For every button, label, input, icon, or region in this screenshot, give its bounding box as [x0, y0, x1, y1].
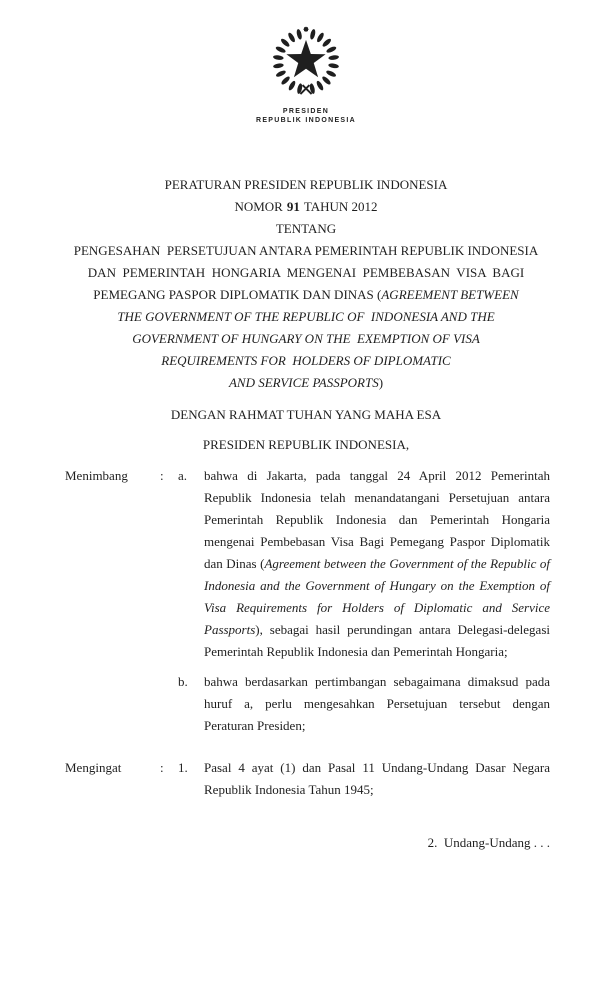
menimbang-label: Menimbang: [65, 468, 128, 483]
title-block: [62, 174, 550, 394]
mengingat-item-1-text: Pasal 4 ayat (1) dan Pasal 11 Undang-Undang Dasar Negara Republik Indonesia Tahun 1945;: [204, 760, 550, 797]
mengingat-item-1: [178, 757, 550, 801]
subject-line-4: THE GOVERNMENT OF THE REPUBLIC OF INDONESIA AND THE: [117, 309, 495, 324]
regulation-number: [62, 196, 550, 218]
page-catchword: 2. Undang-Undang . . .: [427, 835, 550, 850]
letterhead-caption-line2: REPUBLIK INDONESIA: [255, 117, 357, 124]
menimbang-item-a-text: bahwa di Jakarta, pada tanggal 24 April 2012 Pemerintah Republik Indonesia telah menandatangani Persetujuan antara Pemerintah Republik Indonesia dan Pemerintah Hongaria mengenai Pembebasan Visa Bagi Pemegang Paspor Diplomatik dan Dinas (Agreement between the Government of the Republic of Indonesia and the Government of Hungary on the Exemption of Visa Requirements for Holders of Diplomatic and Service Passports), sebagai hasil perundingan antara Delegasi-delegasi Pemerintah Republik Indonesia dan Pemerintah Hongaria;: [204, 468, 550, 659]
subject-line-7: AND SERVICE PASSPORTS): [228, 375, 384, 390]
tentang-label: TENTANG: [275, 221, 337, 236]
mengingat-item-1-marker: 1.: [178, 760, 188, 775]
authority-line: PRESIDEN REPUBLIK INDONESIA,: [202, 437, 410, 452]
subject-line-5: GOVERNMENT OF HUNGARY ON THE EXEMPTION OF VISA: [132, 331, 480, 346]
mengingat-section: [65, 757, 550, 801]
nomor-prefix: NOMOR: [234, 199, 283, 214]
nomor-number: 91: [286, 199, 300, 214]
subject-line-2: DAN PEMERINTAH HONGARIA MENGENAI PEMBEBASAN VISA BAGI: [87, 265, 525, 280]
letterhead-caption: [0, 107, 612, 125]
menimbang-items: [178, 465, 550, 737]
mengingat-colon: :: [160, 760, 164, 775]
subject-line-1: PENGESAHAN PERSETUJUAN ANTARA PEMERINTAH REPUBLIK INDONESIA: [73, 243, 539, 258]
letterhead: [0, 26, 612, 125]
menimbang-colon: :: [160, 468, 164, 483]
menimbang-section: [65, 465, 550, 737]
menimbang-item-b: [178, 671, 550, 737]
menimbang-item-b-text: bahwa berdasarkan pertimbangan sebagaimana dimaksud pada huruf a, perlu mengesahkan Persetujuan tersebut dengan Peraturan Presiden;: [204, 674, 550, 733]
nomor-suffix: TAHUN 2012: [303, 199, 378, 214]
subject-line-6: REQUIREMENTS FOR HOLDERS OF DIPLOMATIC: [161, 353, 451, 368]
menimbang-item-a: [178, 465, 550, 663]
subject-line-3: PEMEGANG PASPOR DIPLOMATIK DAN DINAS (AGREEMENT BETWEEN: [93, 287, 519, 302]
invocation-line: DENGAN RAHMAT TUHAN YANG MAHA ESA: [170, 407, 442, 422]
mengingat-items: [178, 757, 550, 801]
letterhead-caption-line1: PRESIDEN: [282, 108, 330, 115]
menimbang-item-b-marker: b.: [178, 674, 188, 689]
regulation-title: PERATURAN PRESIDEN REPUBLIK INDONESIA: [164, 177, 448, 192]
menimbang-item-a-marker: a.: [178, 468, 188, 483]
presidential-star-wreath-seal-icon: [263, 26, 349, 106]
mengingat-label: Mengingat: [65, 760, 122, 775]
